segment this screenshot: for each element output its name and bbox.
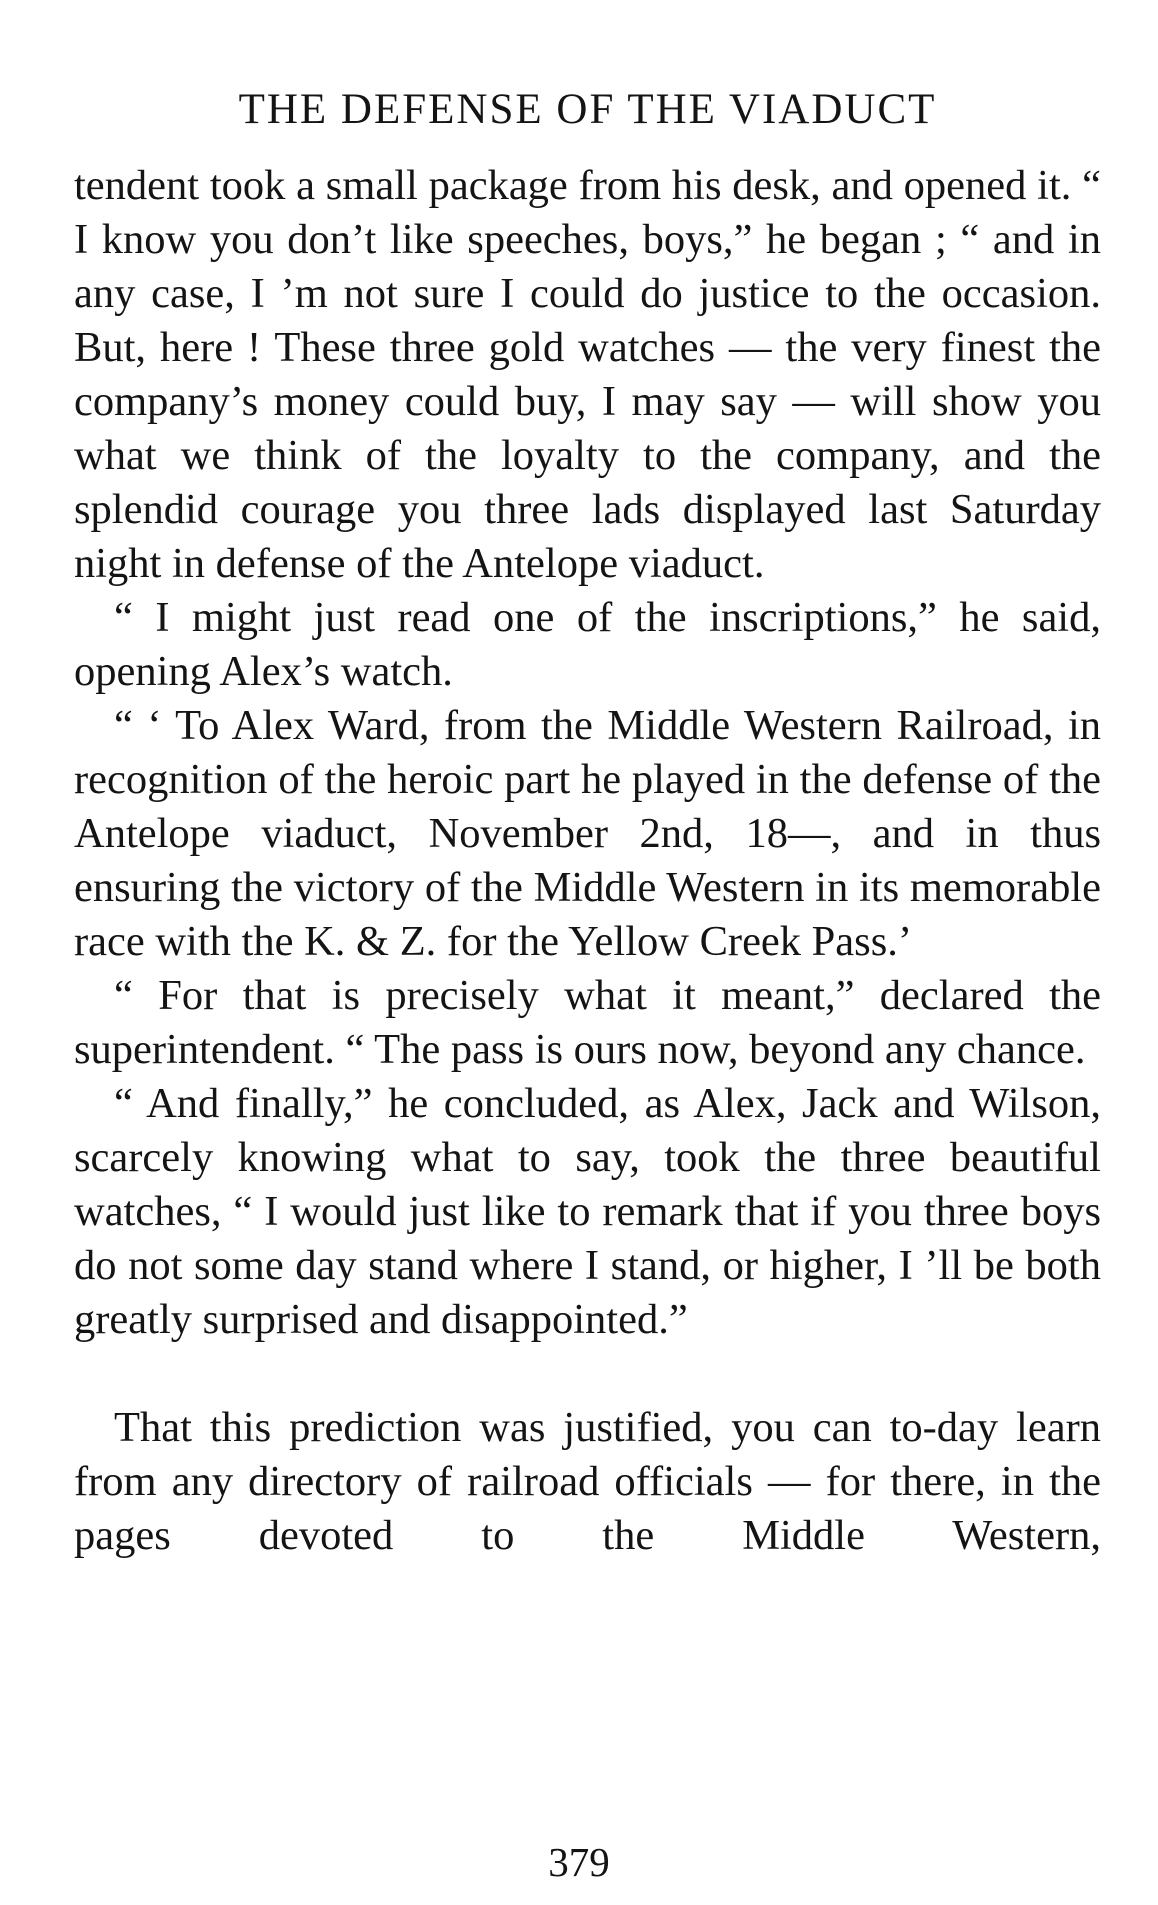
paragraph: “ For that is precisely what it meant,” declared the superintendent. “ The pass is ours now, beyond any chance.	[74, 972, 1101, 1073]
paragraph-continued: tendent took a small package from his desk, and opened it. “ I know you don’t like speeches, boys,” he began ; “ and in any case, I ’m not sure I could do justice to the occasion. But, here ! These three gold watches — the very finest the company’s money could buy, I may say — will show you what we think of the loyalty to the company, and the splendid courage you three lads displayed last Saturday night in defense of the Antelope viaduct.	[74, 162, 1101, 587]
running-head: THE DEFENSE OF THE VIADUCT	[238, 86, 937, 133]
page-number: 379	[548, 1839, 610, 1885]
paragraph: “ I might just read one of the inscriptions,” he said, opening Alex’s watch.	[74, 594, 1101, 695]
paragraph-inscription: “ ‘ To Alex Ward, from the Middle Western Railroad, in recognition of the heroic part he played in the defense of the Antelope viaduct, November 2nd, 18—, and in thus ensuring the victory of the Middle Western in its memorable race with the K. & Z. for the Yellow Creek Pass.’	[74, 702, 1101, 965]
body-text	[74, 159, 1101, 1563]
paragraph: “ And finally,” he concluded, as Alex, Jack and Wilson, scarcely knowing what to say, took the three beautiful watches, “ I would just like to remark that if you three boys do not some day stand where I stand, or higher, I ’ll be both greatly surprised and disappointed.”	[74, 1080, 1101, 1343]
paragraph-closing: That this prediction was justified, you can to-day learn from any directory of railroad officials — for there, in the pages devoted to the Middle Western,	[74, 1404, 1101, 1559]
